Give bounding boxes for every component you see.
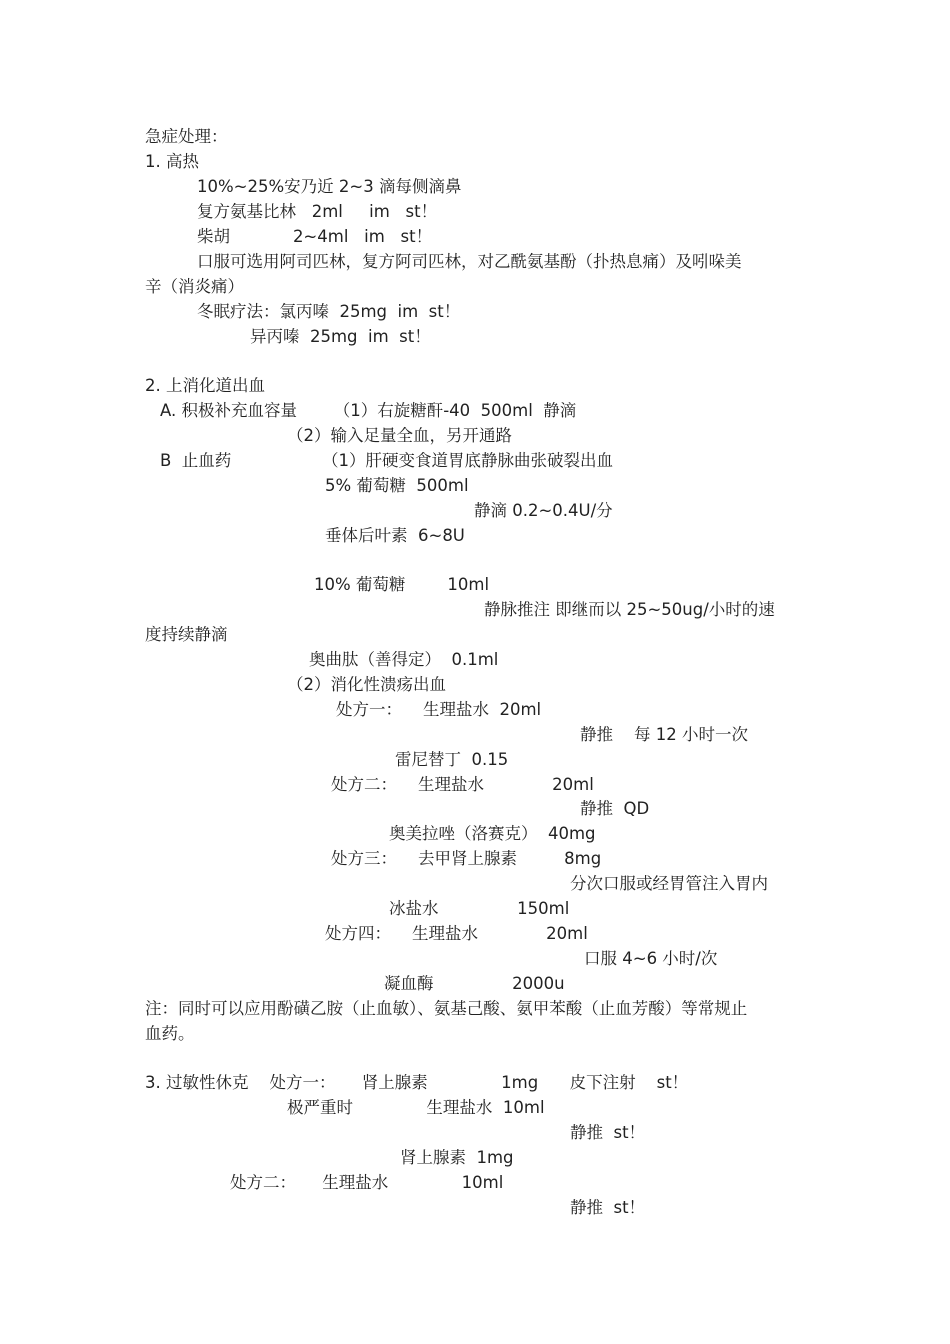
text-line: 静推 QD xyxy=(580,799,650,818)
text-line: （1）肝硬变食道胃底静脉曲张破裂出血 xyxy=(322,451,613,470)
text-line: 静滴 0.2~0.4U/分 xyxy=(474,501,613,520)
text-line: 口服可选用阿司匹林，复方阿司匹林，对乙酰氨基酚（扑热息痛）及吲哚美 xyxy=(197,252,742,271)
text-line: 冬眠疗法：氯丙嗪 25mg im st！ xyxy=(197,302,461,321)
heading-high-fever: 1. 高热 xyxy=(145,152,199,171)
text-line: 冰盐水 150ml xyxy=(389,899,570,918)
text-line: 处方三： 去甲肾上腺素 8mg xyxy=(331,849,602,868)
text-line: B 止血药 xyxy=(160,451,232,470)
text-line: 10%~25%安乃近 2~3 滴每侧滴鼻 xyxy=(197,177,462,196)
text-line: 奥美拉唑（洛赛克） 40mg xyxy=(389,824,596,843)
text-line: 静推 st！ xyxy=(570,1123,646,1142)
text-line: 静脉推注 即继而以 25~50ug/小时的速 xyxy=(484,600,775,619)
note-text: 注：同时可以应用酚磺乙胺（止血敏）、氨基己酸、氨甲苯酸（止血芳酸）等常规止 xyxy=(145,999,748,1018)
text-line: 静推 st！ xyxy=(570,1198,646,1217)
text-line: 雷尼替丁 0.15 xyxy=(395,750,509,769)
text-line: 处方四： 生理盐水 20ml xyxy=(325,924,588,943)
heading-anaphylactic-shock: 3. 过敏性休克 处方一： 肾上腺素 1mg 皮下注射 st！ xyxy=(145,1073,689,1092)
text-line: 口服 4~6 小时/次 xyxy=(584,949,718,968)
text-line: 极严重时 生理盐水 10ml xyxy=(287,1098,545,1117)
text-line: 处方二： 生理盐水 20ml xyxy=(331,775,594,794)
text-line: 分次口服或经胃管注入胃内 xyxy=(570,874,768,893)
text-line: 静推 每 12 小时一次 xyxy=(580,725,748,744)
text-line: 处方二： 生理盐水 10ml xyxy=(230,1173,504,1192)
text-line: 辛（消炎痛） xyxy=(145,277,244,296)
text-line: 肾上腺素 1mg xyxy=(400,1148,514,1167)
text-line: A. 积极补充血容量 （1）右旋糖酐-40 500ml 静滴 xyxy=(160,401,577,420)
text-line: （2）输入足量全血，另开通路 xyxy=(287,426,512,445)
text-line: 异丙嗪 25mg im st！ xyxy=(250,327,431,346)
text-line: 垂体后叶素 6~8U xyxy=(325,526,465,545)
heading-gi-bleeding: 2. 上消化道出血 xyxy=(145,376,265,395)
text-line: 凝血酶 2000u xyxy=(384,974,565,993)
text-line: 复方氨基比林 2ml im st！ xyxy=(197,202,438,221)
section-title: 急症处理： xyxy=(145,127,228,146)
text-line: 5% 葡萄糖 500ml xyxy=(325,476,469,495)
text-line: 10% 葡萄糖 10ml xyxy=(314,575,490,594)
note-text: 血药。 xyxy=(145,1024,195,1043)
text-line: 柴胡 2~4ml im st！ xyxy=(197,227,433,246)
text-line: 处方一： 生理盐水 20ml xyxy=(336,700,542,719)
text-line: 度持续静滴 xyxy=(145,625,228,644)
text-line: （2）消化性溃疡出血 xyxy=(287,675,446,694)
text-line: 奥曲肽（善得定） 0.1ml xyxy=(309,650,499,669)
